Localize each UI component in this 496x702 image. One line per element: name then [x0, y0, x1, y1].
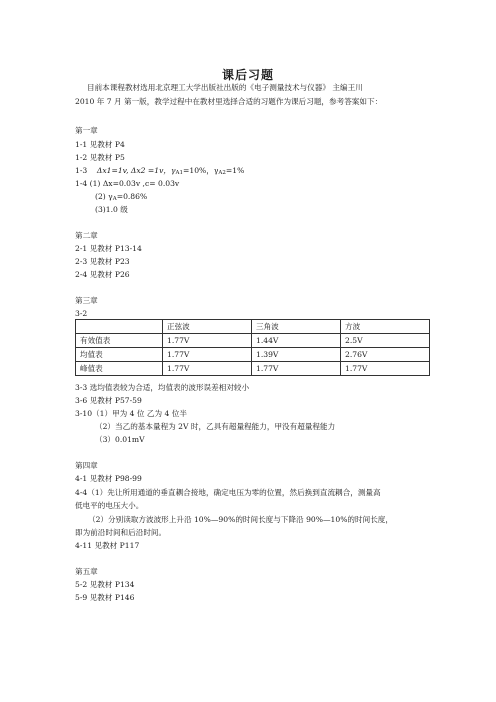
answer-1-3-sub-1: A1 [175, 170, 184, 176]
table-cell: 1.39V [252, 348, 341, 362]
table-cell [76, 320, 163, 334]
table-cell: 1.77V [163, 362, 252, 376]
answer-4-4-part-2-line-1: （2）分别读取方波波形上升沿 10%—90%的时间长度与下降沿 90%—10%的时间长度， [88, 515, 393, 524]
answer-4-4-part-2-line-2: 即为前沿时间和后沿时间。 [75, 528, 167, 537]
table-cell: 1.77V [163, 348, 252, 362]
answer-3-3: 3-3 选均值表较为合适，均值表的波形误差相对较小 [75, 383, 250, 392]
answer-1-4-part-2 [95, 192, 147, 204]
table-header-row [76, 320, 430, 334]
meter-readings-table [75, 319, 430, 376]
answer-4-4-line-1: 4-4（1）先让所用通道的垂直耦合接地，确定电压为零的位置，然后换到直流耦合，测量高 [75, 488, 381, 497]
table-cell: 峰值表 [76, 362, 163, 376]
answer-5-2: 5-2 见教材 P134 [75, 580, 135, 589]
intro-line-1: 目前本课程教材选用北京理工大学出版社出版的《电子测量技术与仪器》 主编王川 [87, 83, 363, 92]
answer-3-10-part-3: （3）0.01mV [95, 435, 145, 444]
answer-3-10-part-2: （2）当乙的基本量程为 2V 时，乙具有超量程能力，甲没有超量程能力 [95, 422, 336, 431]
answer-1-4: 1-4 (1) Δx=0.03v ,c= 0.03v [75, 179, 180, 188]
table-row [76, 334, 430, 348]
table-cell: 有效值表 [76, 334, 163, 348]
answer-1-3-part-a: Δx1=1v, Δx2 =1v，γ [96, 166, 176, 175]
answer-1-1: 1-1 见教材 P4 [75, 140, 125, 149]
answer-3-6: 3-6 见教材 P57-59 [75, 396, 142, 405]
answer-3-10: 3-10（1）甲为 4 位 乙为 4 位半 [75, 409, 187, 418]
chapter-5-heading: 第五章 [75, 567, 98, 576]
answer-2-1: 2-1 见教材 P13-14 [75, 244, 142, 253]
answer-1-2: 1-2 见教材 P5 [75, 153, 125, 162]
answer-1-3 [75, 166, 244, 178]
answer-3-2: 3-2 [75, 309, 88, 318]
answer-2-3: 2-3 见教材 P23 [75, 257, 130, 266]
table-header-triangle: 三角波 [252, 320, 341, 334]
table-cell: 1.44V [252, 334, 341, 348]
chapter-2-heading: 第二章 [75, 231, 98, 240]
table-cell: 2.76V [341, 348, 430, 362]
answer-5-9: 5-9 见教材 P146 [75, 593, 135, 602]
answer-1-3-part-b: =10%，γ [183, 166, 219, 175]
answer-2-4: 2-4 见教材 P26 [75, 270, 130, 279]
table-cell: 1.77V [163, 334, 252, 348]
table-header-sine: 正弦波 [163, 320, 252, 334]
answer-4-1: 4-1 见教材 P98-99 [75, 474, 142, 483]
answer-1-3-sub-2: A2 [218, 170, 226, 176]
table-row [76, 362, 430, 376]
page-title: 课后习题 [221, 68, 274, 82]
chapter-1-heading: 第一章 [75, 126, 98, 135]
answer-1-3-number: 1-3 [75, 166, 88, 175]
chapter-4-heading: 第四章 [75, 461, 98, 470]
answer-4-4-line-2: 低电平的电压大小。 [75, 501, 144, 510]
table-cell: 1.77V [252, 362, 341, 376]
table-header-square: 方波 [341, 320, 430, 334]
answer-1-4-part-2-b: =0.86% [116, 192, 148, 201]
table-row [76, 348, 430, 362]
table-cell: 均值表 [76, 348, 163, 362]
table-cell: 1.77V [341, 362, 430, 376]
table-cell: 2.5V [341, 334, 430, 348]
answer-1-4-part-2-a: (2) γ [95, 192, 113, 201]
answer-1-4-part-3: (3)1.0 级 [95, 205, 128, 214]
intro-line-2: 2010 年 7 月 第一版，教学过程中在教材里选择合适的习题作为课后习题，参考答案如下： [75, 97, 383, 106]
answer-4-11: 4-11 见教材 P117 [75, 541, 140, 550]
answer-1-4-part-2-sub: A [112, 196, 117, 202]
answer-1-3-part-c: =1% [225, 166, 245, 175]
chapter-3-heading: 第三章 [75, 296, 98, 305]
